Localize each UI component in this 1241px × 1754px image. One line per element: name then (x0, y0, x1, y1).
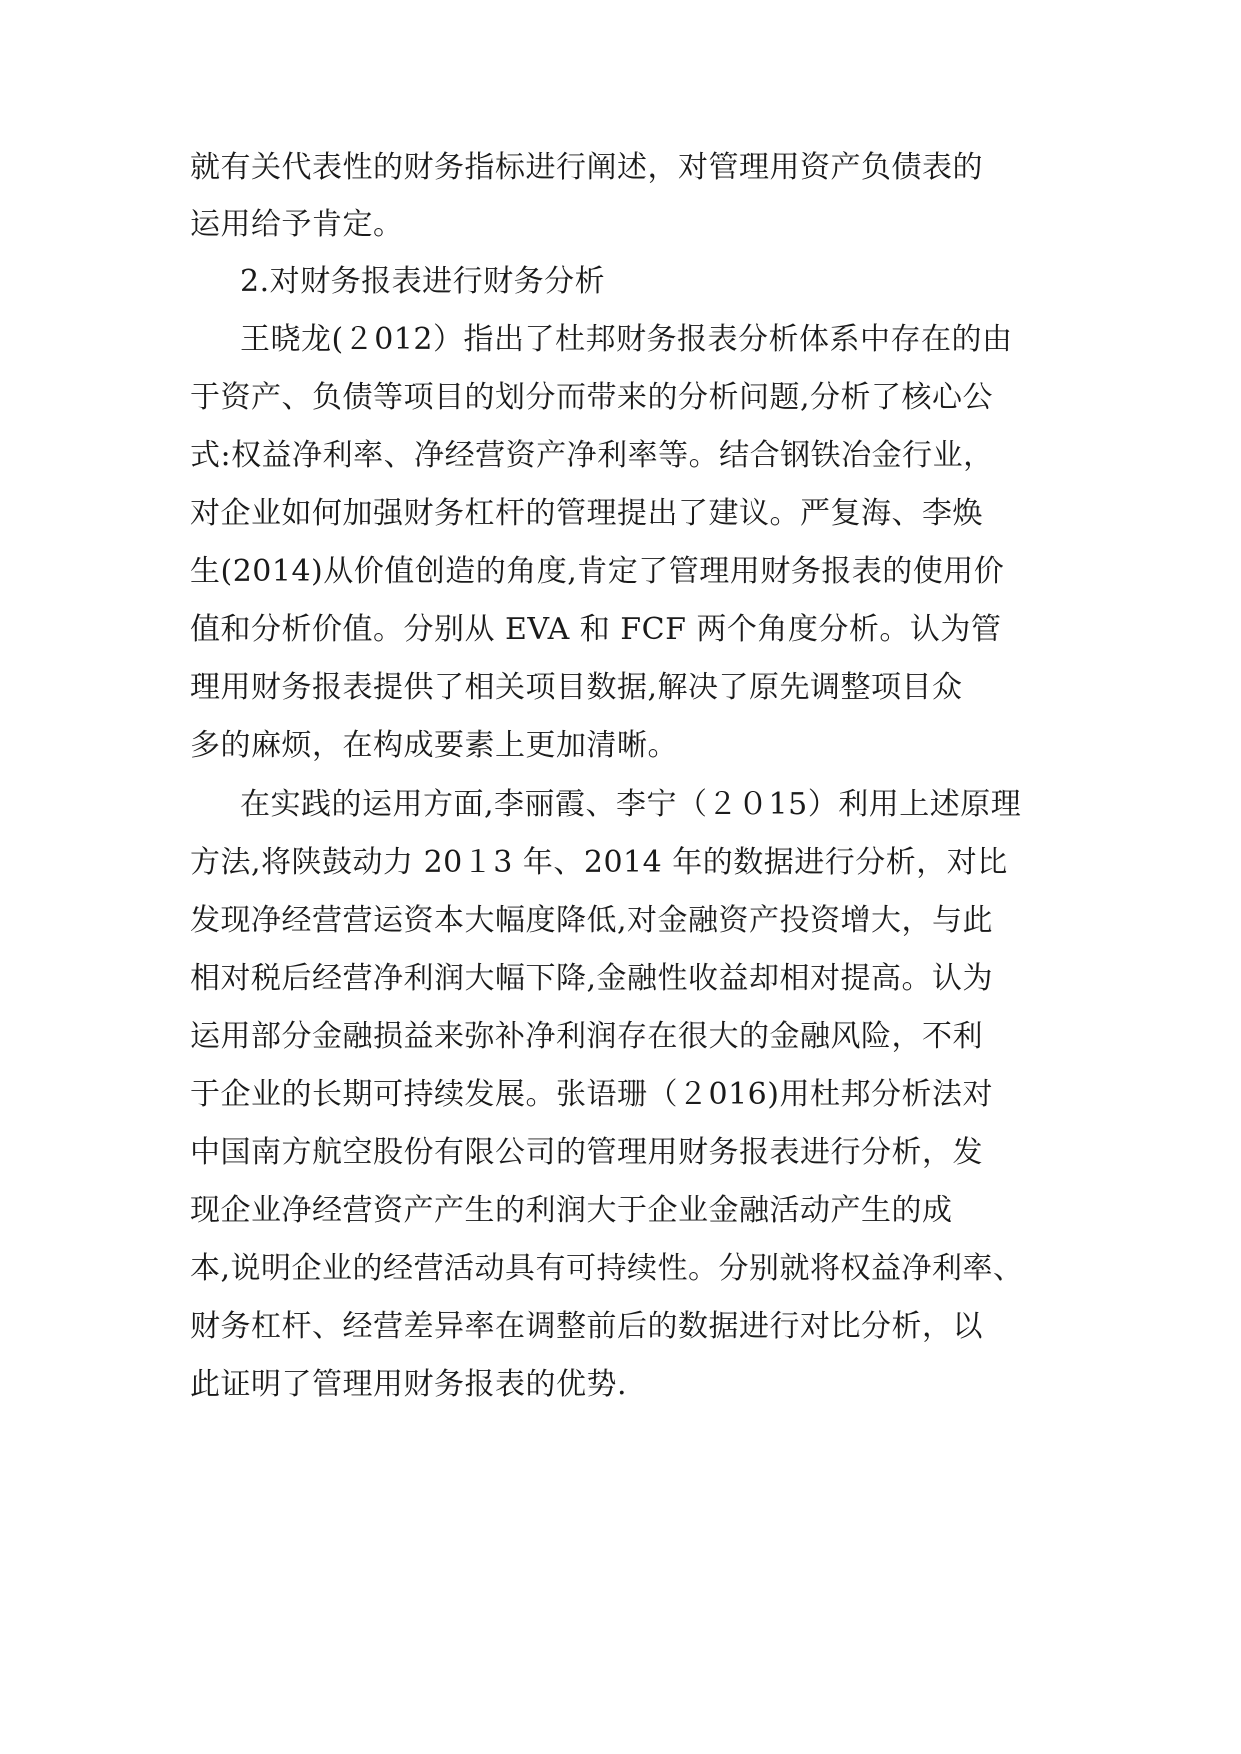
text-line: 中国南方航空股份有限公司的管理用财务报表进行分析，发 (190, 1135, 983, 1170)
text-line: 相对税后经营净利润大幅下降,金融性收益却相对提高。认为 (190, 961, 994, 996)
text-line: 2.对财务报表进行财务分析 (240, 264, 606, 299)
text-line: 理用财务报表提供了相关项目数据,解决了原先调整项目众 (190, 670, 963, 705)
text-line: 财务杠杆、经营差异率在调整前后的数据进行对比分析，以 (190, 1309, 983, 1344)
text-line: 式:权益净利率、净经营资产净利率等。结合钢铁冶金行业， (190, 438, 994, 473)
text-line: 王晓龙(２012）指出了杜邦财务报表分析体系中存在的由 (240, 322, 1013, 357)
text-line: 于企业的长期可持续发展。张语珊（２016)用杜邦分析法对 (190, 1077, 993, 1112)
text-line: 运用部分金融损益来弥补净利润存在很大的金融风险，不利 (190, 1019, 983, 1054)
text-line: 值和分析价值。分别从 EVA 和 FCF 两个角度分析。认为管 (190, 612, 1002, 647)
text-line: 此证明了管理用财务报表的优势. (190, 1367, 628, 1402)
text-line: 现企业净经营资产产生的利润大于企业金融活动产生的成 (190, 1193, 953, 1228)
text-line: 于资产、负债等项目的划分而带来的分析问题,分析了核心公 (190, 380, 994, 415)
text-line: 发现净经营营运资本大幅度降低,对金融资产投资增大，与此 (190, 903, 994, 938)
text-line: 方法,将陕鼓动力 20１3 年、2014 年的数据进行分析，对比 (190, 845, 1008, 880)
text-line: 运用给予肯定。 (190, 207, 404, 242)
text-line: 在实践的运用方面,李丽霞、李宁（２０15）利用上述原理 (240, 787, 1022, 822)
text-line: 生(2014)从价值创造的角度,肯定了管理用财务报表的使用价 (190, 554, 1005, 589)
text-line: 对企业如何加强财务杠杆的管理提出了建议。严复海、李焕 (190, 496, 983, 531)
text-line: 就有关代表性的财务指标进行阐述，对管理用资产负债表的 (190, 150, 983, 185)
text-line: 本,说明企业的经营活动具有可持续性。分别就将权益净利率、 (190, 1251, 1024, 1286)
text-line: 多的麻烦，在构成要素上更加清晰。 (190, 728, 678, 763)
